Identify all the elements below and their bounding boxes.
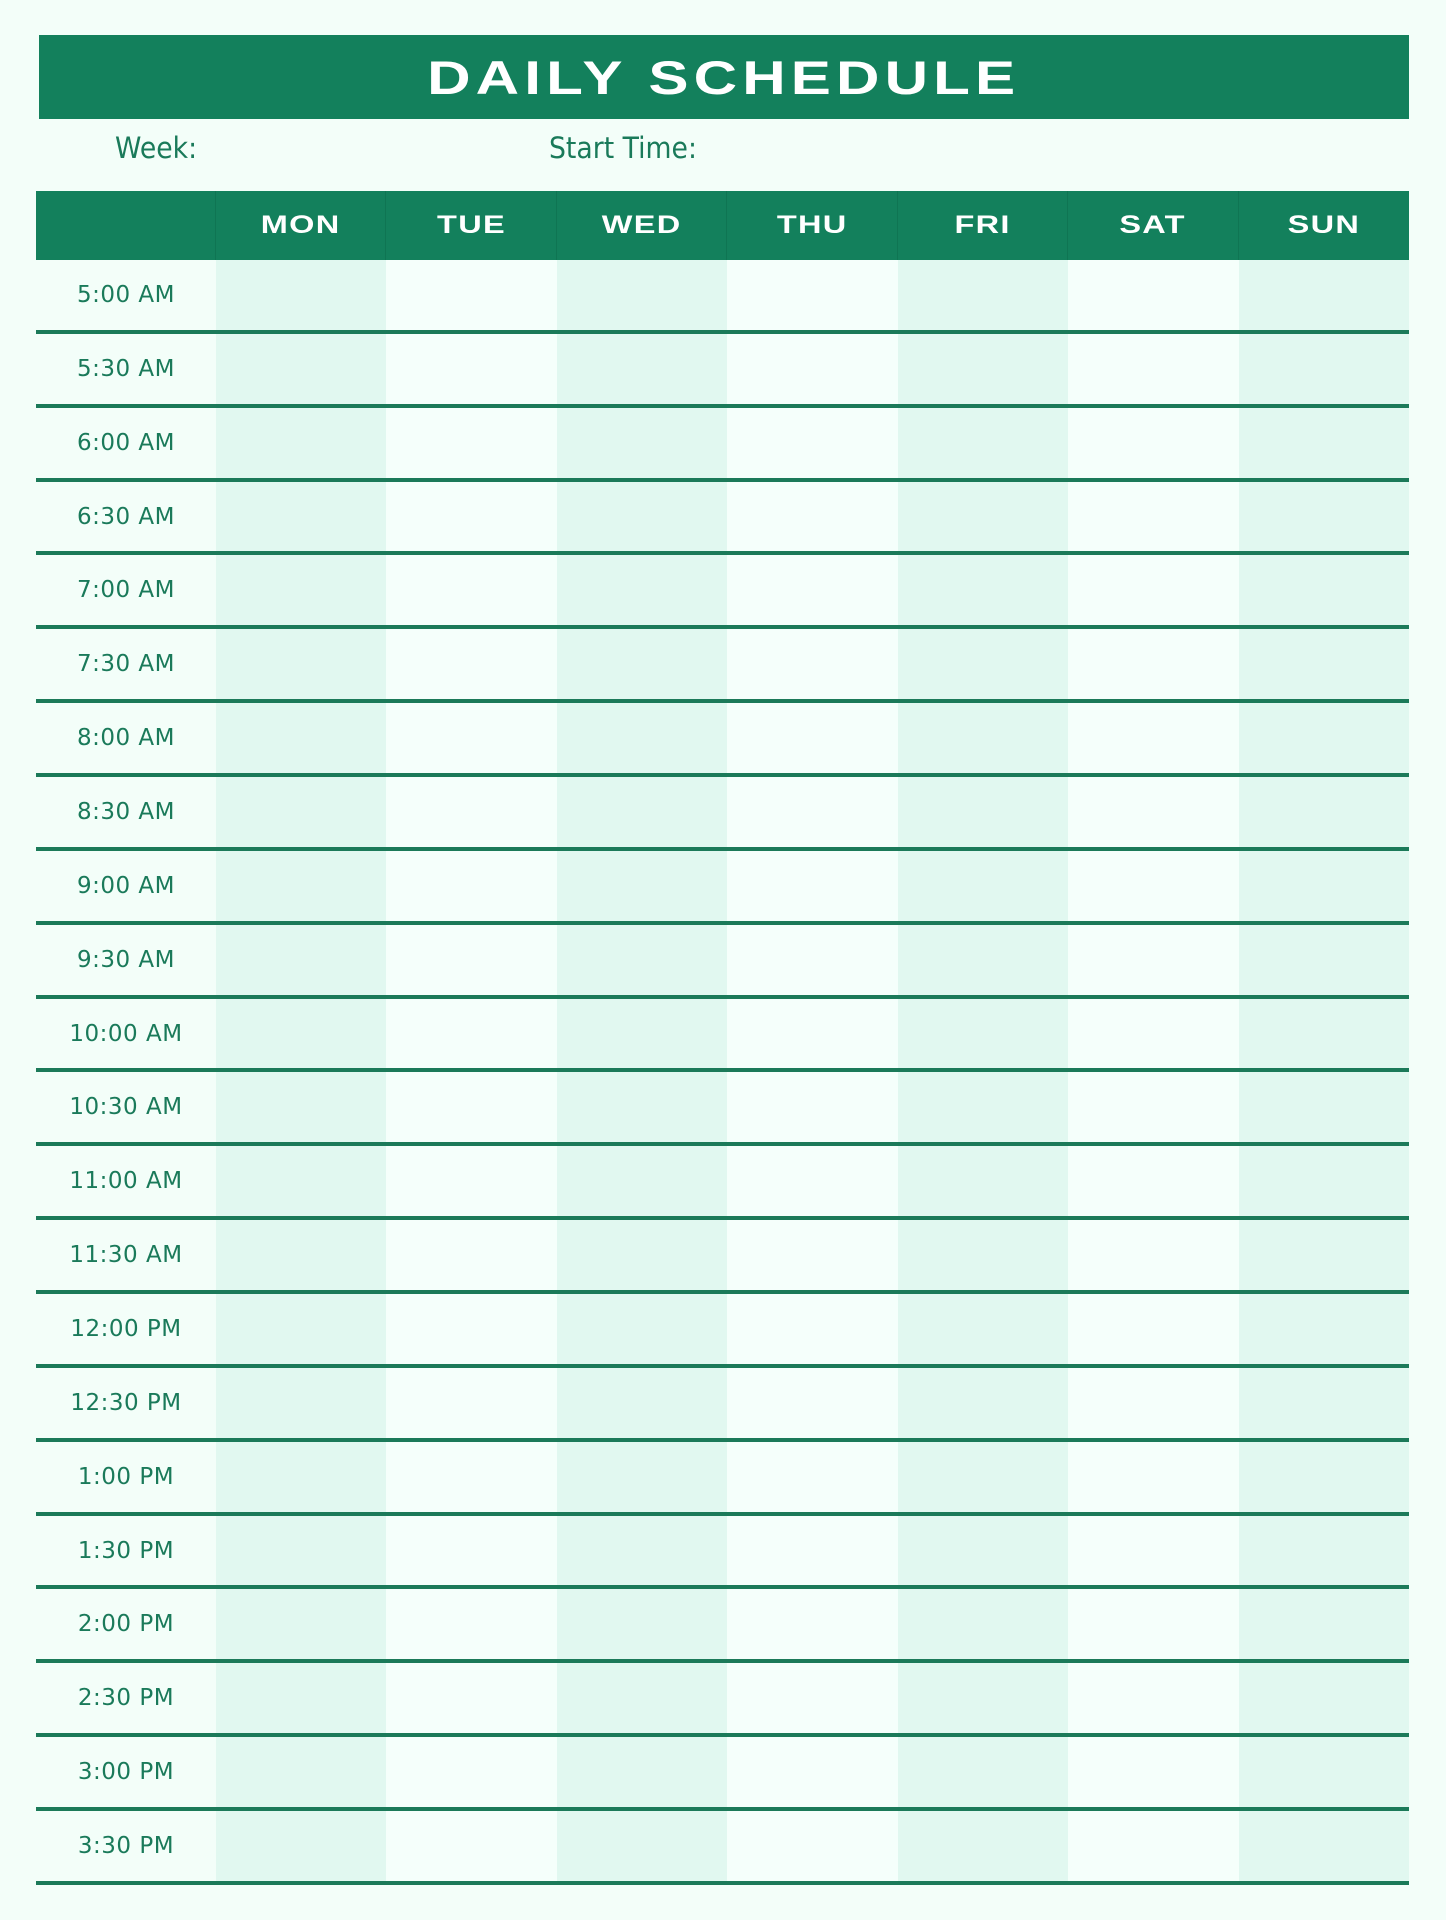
time-label: 2:00 PM <box>77 1611 175 1638</box>
slot-sun[interactable] <box>1239 555 1409 629</box>
slot-mon[interactable] <box>216 482 386 556</box>
slot-fri[interactable] <box>898 1442 1068 1516</box>
slot-wed[interactable] <box>557 1737 727 1811</box>
slot-tue[interactable] <box>386 1146 556 1220</box>
slot-fri[interactable] <box>898 1072 1068 1146</box>
slot-sun[interactable] <box>1239 999 1409 1073</box>
table-row <box>36 703 1409 777</box>
time-label: 2:30 PM <box>77 1685 175 1712</box>
slot-fri[interactable] <box>898 260 1068 334</box>
slot-fri[interactable] <box>898 851 1068 925</box>
day-header-wed: WED <box>557 191 727 260</box>
time-label: 5:00 AM <box>76 281 176 308</box>
time-label: 12:30 PM <box>70 1389 182 1416</box>
slot-thu[interactable] <box>727 1516 897 1590</box>
slot-sat[interactable] <box>1068 1220 1238 1294</box>
slot-fri[interactable] <box>898 999 1068 1073</box>
table-row <box>36 1146 1409 1220</box>
slot-thu[interactable] <box>727 1072 897 1146</box>
slot-tue[interactable] <box>386 555 556 629</box>
slot-tue[interactable] <box>386 999 556 1073</box>
slot-thu[interactable] <box>727 1737 897 1811</box>
week-label: Week: <box>115 131 198 165</box>
slot-sun[interactable] <box>1239 1294 1409 1368</box>
slot-sun[interactable] <box>1239 1368 1409 1442</box>
slot-sat[interactable] <box>1068 260 1238 334</box>
slot-thu[interactable] <box>727 1294 897 1368</box>
slot-mon[interactable] <box>216 1294 386 1368</box>
slot-mon[interactable] <box>216 260 386 334</box>
schedule-table <box>36 191 1409 1885</box>
day-header-thu: THU <box>727 191 897 260</box>
time-label: 8:00 AM <box>76 725 176 752</box>
slot-mon[interactable] <box>216 851 386 925</box>
time-label: 7:30 AM <box>76 651 176 678</box>
slot-wed[interactable] <box>557 999 727 1073</box>
slot-thu[interactable] <box>727 1220 897 1294</box>
slot-fri[interactable] <box>898 1589 1068 1663</box>
slot-mon[interactable] <box>216 925 386 999</box>
slot-fri[interactable] <box>898 1220 1068 1294</box>
table-row <box>36 1442 1409 1516</box>
table-row <box>36 851 1409 925</box>
slot-sun[interactable] <box>1239 925 1409 999</box>
slot-wed[interactable] <box>557 1516 727 1590</box>
slot-sat[interactable] <box>1068 777 1238 851</box>
slot-sun[interactable] <box>1239 1737 1409 1811</box>
slot-tue[interactable] <box>386 1442 556 1516</box>
slot-sat[interactable] <box>1068 408 1238 482</box>
slot-sat[interactable] <box>1068 629 1238 703</box>
slot-tue[interactable] <box>386 260 556 334</box>
slot-sun[interactable] <box>1239 629 1409 703</box>
slot-sun[interactable] <box>1239 1442 1409 1516</box>
slot-tue[interactable] <box>386 1294 556 1368</box>
slot-sat[interactable] <box>1068 999 1238 1073</box>
slot-mon[interactable] <box>216 1220 386 1294</box>
page-title: DAILY SCHEDULE <box>427 50 1021 104</box>
time-label: 9:30 AM <box>76 946 176 973</box>
slot-sat[interactable] <box>1068 1294 1238 1368</box>
slot-tue[interactable] <box>386 629 556 703</box>
slot-fri[interactable] <box>898 1516 1068 1590</box>
slot-wed[interactable] <box>557 703 727 777</box>
slot-sat[interactable] <box>1068 1737 1238 1811</box>
time-label: 6:30 AM <box>76 503 176 530</box>
slot-sat[interactable] <box>1068 482 1238 556</box>
slot-sat[interactable] <box>1068 334 1238 408</box>
slot-sun[interactable] <box>1239 1663 1409 1737</box>
slot-tue[interactable] <box>386 1663 556 1737</box>
day-header-tue: TUE <box>386 191 556 260</box>
slot-fri[interactable] <box>898 703 1068 777</box>
day-header-sun: SUN <box>1287 211 1361 239</box>
table-row <box>36 1368 1409 1442</box>
slot-mon[interactable] <box>216 1146 386 1220</box>
slot-thu[interactable] <box>727 408 897 482</box>
slot-tue[interactable] <box>386 703 556 777</box>
slot-sat[interactable] <box>1068 1516 1238 1590</box>
start-time-label: Start Time: <box>549 131 697 165</box>
slot-sat[interactable] <box>1068 1811 1238 1885</box>
slot-thu[interactable] <box>727 260 897 334</box>
slot-wed[interactable] <box>557 555 727 629</box>
time-label: 8:30 AM <box>76 798 176 825</box>
table-row <box>36 925 1409 999</box>
slot-fri[interactable] <box>898 1737 1068 1811</box>
slot-thu[interactable] <box>727 1146 897 1220</box>
slot-sat[interactable] <box>1068 925 1238 999</box>
slot-wed[interactable] <box>557 1663 727 1737</box>
slot-fri[interactable] <box>898 1294 1068 1368</box>
slot-thu[interactable] <box>727 1368 897 1442</box>
slot-tue[interactable] <box>386 777 556 851</box>
slot-sat[interactable] <box>1068 851 1238 925</box>
time-label: 5:30 AM <box>76 355 176 382</box>
slot-wed[interactable] <box>557 777 727 851</box>
slot-sat[interactable] <box>1068 1442 1238 1516</box>
slot-sat[interactable] <box>1068 1589 1238 1663</box>
slot-wed[interactable] <box>557 1811 727 1885</box>
slot-wed[interactable] <box>557 851 727 925</box>
table-row <box>36 777 1409 851</box>
slot-thu[interactable] <box>727 1811 897 1885</box>
slot-sun[interactable] <box>1239 1811 1409 1885</box>
slot-thu[interactable] <box>727 1589 897 1663</box>
slot-mon[interactable] <box>216 1516 386 1590</box>
slot-fri[interactable] <box>898 1663 1068 1737</box>
table-row <box>36 1589 1409 1663</box>
time-label: 3:00 PM <box>77 1759 175 1786</box>
title-banner <box>39 35 1409 119</box>
day-header-fri: FRI <box>898 191 1068 260</box>
slot-mon[interactable] <box>216 555 386 629</box>
time-label: 1:30 PM <box>77 1537 175 1564</box>
table-row <box>36 629 1409 703</box>
slot-wed[interactable] <box>557 1294 727 1368</box>
slot-fri[interactable] <box>898 334 1068 408</box>
slot-fri[interactable] <box>898 629 1068 703</box>
slot-sat[interactable] <box>1068 1663 1238 1737</box>
time-label: 1:00 PM <box>77 1463 175 1490</box>
slot-wed[interactable] <box>557 1442 727 1516</box>
slot-wed[interactable] <box>557 925 727 999</box>
slot-wed[interactable] <box>557 1368 727 1442</box>
slot-sat[interactable] <box>1068 1072 1238 1146</box>
table-row <box>36 1737 1409 1811</box>
table-row <box>36 482 1409 556</box>
slot-thu[interactable] <box>727 851 897 925</box>
slot-mon[interactable] <box>216 1737 386 1811</box>
slot-mon[interactable] <box>216 408 386 482</box>
time-column-header <box>36 191 216 260</box>
time-label: 10:00 AM <box>69 1020 183 1047</box>
slot-tue[interactable] <box>386 851 556 925</box>
slot-mon[interactable] <box>216 629 386 703</box>
slot-thu[interactable] <box>727 482 897 556</box>
time-label: 6:00 AM <box>76 429 176 456</box>
slot-sun[interactable] <box>1239 334 1409 408</box>
table-row <box>36 1516 1409 1590</box>
slot-thu[interactable] <box>727 629 897 703</box>
slot-thu[interactable] <box>727 703 897 777</box>
slot-thu[interactable] <box>727 334 897 408</box>
slot-mon[interactable] <box>216 1663 386 1737</box>
slot-sun[interactable] <box>1239 1589 1409 1663</box>
slot-thu[interactable] <box>727 925 897 999</box>
slot-sat[interactable] <box>1068 1146 1238 1220</box>
slot-mon[interactable] <box>216 999 386 1073</box>
slot-wed[interactable] <box>557 408 727 482</box>
time-label: 3:30 PM <box>77 1832 175 1859</box>
slot-wed[interactable] <box>557 629 727 703</box>
slot-wed[interactable] <box>557 260 727 334</box>
slot-tue[interactable] <box>386 1737 556 1811</box>
slot-mon[interactable] <box>216 703 386 777</box>
slot-sun[interactable] <box>1239 408 1409 482</box>
time-label: 10:30 AM <box>69 1094 183 1121</box>
slot-tue[interactable] <box>386 925 556 999</box>
table-row <box>36 1294 1409 1368</box>
table-row <box>36 999 1409 1073</box>
slot-mon[interactable] <box>216 1811 386 1885</box>
time-label: 11:30 AM <box>69 1242 183 1269</box>
table-row <box>36 1811 1409 1885</box>
table-row <box>36 260 1409 334</box>
slot-wed[interactable] <box>557 1072 727 1146</box>
slot-tue[interactable] <box>386 408 556 482</box>
slot-fri[interactable] <box>898 482 1068 556</box>
slot-wed[interactable] <box>557 334 727 408</box>
slot-wed[interactable] <box>557 1146 727 1220</box>
slot-sat[interactable] <box>1068 703 1238 777</box>
slot-fri[interactable] <box>898 1368 1068 1442</box>
day-header-row <box>36 191 1409 260</box>
slot-sun[interactable] <box>1239 1072 1409 1146</box>
slot-mon[interactable] <box>216 1589 386 1663</box>
slot-tue[interactable] <box>386 1811 556 1885</box>
slot-sun[interactable] <box>1239 1146 1409 1220</box>
slot-mon[interactable] <box>216 334 386 408</box>
table-row <box>36 408 1409 482</box>
slot-tue[interactable] <box>386 1589 556 1663</box>
slot-sat[interactable] <box>1068 555 1238 629</box>
slot-tue[interactable] <box>386 482 556 556</box>
slot-wed[interactable] <box>557 482 727 556</box>
table-row <box>36 1220 1409 1294</box>
slot-fri[interactable] <box>898 1811 1068 1885</box>
slot-thu[interactable] <box>727 777 897 851</box>
slot-thu[interactable] <box>727 1442 897 1516</box>
slot-sat[interactable] <box>1068 1368 1238 1442</box>
slot-mon[interactable] <box>216 1442 386 1516</box>
slot-fri[interactable] <box>898 408 1068 482</box>
slot-thu[interactable] <box>727 555 897 629</box>
day-header-sat: SAT <box>1068 191 1238 260</box>
slot-thu[interactable] <box>727 999 897 1073</box>
slot-mon[interactable] <box>216 1368 386 1442</box>
slot-sun[interactable] <box>1239 1220 1409 1294</box>
slot-tue[interactable] <box>386 334 556 408</box>
slot-sun[interactable] <box>1239 703 1409 777</box>
slot-fri[interactable] <box>898 777 1068 851</box>
time-slot-rows <box>36 260 1409 1885</box>
slot-mon[interactable] <box>216 777 386 851</box>
table-row <box>36 555 1409 629</box>
table-row <box>36 334 1409 408</box>
slot-sun[interactable] <box>1239 260 1409 334</box>
table-row <box>36 1072 1409 1146</box>
slot-tue[interactable] <box>386 1516 556 1590</box>
slot-fri[interactable] <box>898 925 1068 999</box>
slot-mon[interactable] <box>216 1072 386 1146</box>
slot-sun[interactable] <box>1239 482 1409 556</box>
slot-tue[interactable] <box>386 1220 556 1294</box>
time-label: 7:00 AM <box>76 577 176 604</box>
slot-tue[interactable] <box>386 1368 556 1442</box>
slot-fri[interactable] <box>898 555 1068 629</box>
slot-wed[interactable] <box>557 1589 727 1663</box>
slot-fri[interactable] <box>898 1146 1068 1220</box>
slot-sun[interactable] <box>1239 777 1409 851</box>
slot-sun[interactable] <box>1239 851 1409 925</box>
table-row <box>36 1663 1409 1737</box>
slot-thu[interactable] <box>727 1663 897 1737</box>
day-header-mon: MON <box>216 191 386 260</box>
slot-wed[interactable] <box>557 1220 727 1294</box>
slot-tue[interactable] <box>386 1072 556 1146</box>
time-label: 11:00 AM <box>69 1168 183 1195</box>
time-label: 12:00 PM <box>70 1315 182 1342</box>
slot-sun[interactable] <box>1239 1516 1409 1590</box>
time-label: 9:00 AM <box>76 872 176 899</box>
